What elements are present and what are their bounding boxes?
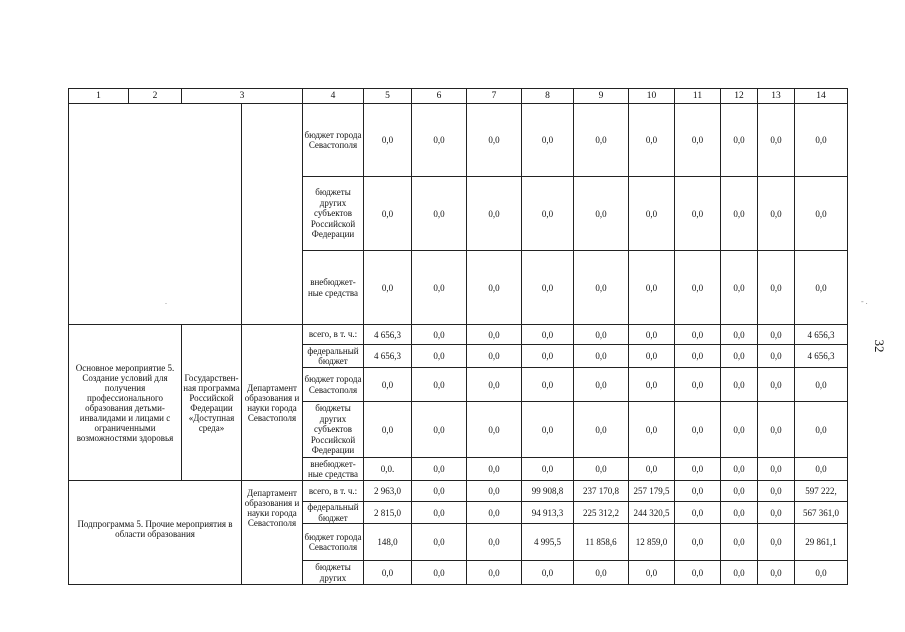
value-cell: 0,0 <box>795 561 848 585</box>
value-cell: 0,0 <box>467 177 522 251</box>
header-cell: 13 <box>758 89 795 104</box>
measure-name-cell: Основное мероприятие 5. Создание условий для получения профессионального образования детьми-инвалидами и лицами с ограниченными возможностями здоровья <box>69 325 182 481</box>
funding-source-cell: внебюджет-ные средства <box>303 458 364 481</box>
value-cell: 0,0 <box>629 345 675 368</box>
value-cell: 0,0 <box>629 325 675 345</box>
value-cell: 0,0 <box>795 458 848 481</box>
value-cell: 0,0 <box>629 561 675 585</box>
value-cell: 0,0 <box>412 345 467 368</box>
scan-speck: . <box>165 297 167 306</box>
header-cell: 7 <box>467 89 522 104</box>
value-cell: 0,0 <box>675 251 721 325</box>
value-cell: 0,0 <box>522 251 574 325</box>
value-cell: 0,0 <box>412 177 467 251</box>
header-cell: 6 <box>412 89 467 104</box>
scan-speck: - . <box>861 297 868 306</box>
value-cell: 0,0 <box>629 104 675 177</box>
value-cell: 2 815,0 <box>364 502 412 524</box>
value-cell: 0,0 <box>721 458 758 481</box>
funding-source-cell: федеральный бюджет <box>303 502 364 524</box>
value-cell: 0,0 <box>522 104 574 177</box>
value-cell: 0,0 <box>758 325 795 345</box>
value-cell: 0,0 <box>758 345 795 368</box>
value-cell: 4 656,3 <box>795 345 848 368</box>
value-cell: 0,0 <box>675 458 721 481</box>
value-cell: 237 170,8 <box>574 481 629 502</box>
budget-table <box>68 88 848 585</box>
value-cell: 0,0 <box>795 251 848 325</box>
value-cell: 0,0 <box>364 104 412 177</box>
value-cell: 0,0 <box>795 177 848 251</box>
page-number: 32 <box>872 339 887 353</box>
value-cell: 0,0 <box>574 345 629 368</box>
value-cell: 0,0 <box>574 177 629 251</box>
value-cell: 0,0 <box>795 368 848 402</box>
value-cell: 4 995,5 <box>522 524 574 561</box>
value-cell: 0,0 <box>795 104 848 177</box>
value-cell: 0,0 <box>721 325 758 345</box>
value-cell: 0,0 <box>574 325 629 345</box>
funding-source-cell: федеральный бюджет <box>303 345 364 368</box>
funding-source-cell: бюджет города Севастополя <box>303 368 364 402</box>
value-cell: 0,0 <box>721 402 758 458</box>
value-cell: 4 656,3 <box>364 325 412 345</box>
header-cell: 1 <box>69 89 129 104</box>
value-cell: 0,0 <box>721 345 758 368</box>
value-cell: 4 656,3 <box>364 345 412 368</box>
value-cell: 0,0 <box>412 502 467 524</box>
value-cell: 0,0 <box>721 561 758 585</box>
value-cell: 99 908,8 <box>522 481 574 502</box>
header-cell: 12 <box>721 89 758 104</box>
value-cell: 0,0 <box>758 524 795 561</box>
header-cell: 8 <box>522 89 574 104</box>
value-cell: 0,0 <box>758 561 795 585</box>
value-cell: 0,0 <box>574 368 629 402</box>
value-cell: 0,0 <box>758 104 795 177</box>
value-cell: 29 861,1 <box>795 524 848 561</box>
header-cell: 10 <box>629 89 675 104</box>
header-cell: 5 <box>364 89 412 104</box>
funding-source-cell: всего, в т. ч.: <box>303 325 364 345</box>
value-cell: 0,0 <box>467 502 522 524</box>
value-cell: 225 312,2 <box>574 502 629 524</box>
prev-executor-cell <box>242 104 303 325</box>
value-cell: 0,0 <box>364 251 412 325</box>
value-cell: 0,0 <box>412 458 467 481</box>
value-cell: 0,0 <box>522 345 574 368</box>
value-cell: 0,0 <box>721 177 758 251</box>
value-cell: 0,0 <box>364 177 412 251</box>
value-cell: 0,0 <box>758 251 795 325</box>
value-cell: 0,0 <box>522 325 574 345</box>
value-cell: 0,0 <box>721 104 758 177</box>
value-cell: 257 179,5 <box>629 481 675 502</box>
header-cell: 2 <box>129 89 182 104</box>
header-row <box>69 89 848 104</box>
value-cell: 0,0 <box>467 402 522 458</box>
value-cell: 0,0 <box>467 524 522 561</box>
value-cell: 0,0 <box>574 561 629 585</box>
value-cell: 0,0 <box>364 561 412 585</box>
document-table-container <box>68 88 848 585</box>
value-cell: 0,0 <box>629 177 675 251</box>
value-cell: 0,0 <box>467 368 522 402</box>
value-cell: 0,0 <box>467 345 522 368</box>
value-cell: 0,0 <box>629 458 675 481</box>
funding-source-cell: бюджеты других субъектов Российской Федерации <box>303 177 364 251</box>
value-cell: 0,0 <box>758 368 795 402</box>
value-cell: 0,0 <box>758 177 795 251</box>
value-cell: 94 913,3 <box>522 502 574 524</box>
value-cell: 0,0 <box>675 481 721 502</box>
value-cell: 0,0. <box>364 458 412 481</box>
value-cell: 0,0 <box>758 481 795 502</box>
funding-source-cell: всего, в т. ч.: <box>303 481 364 502</box>
value-cell: 0,0 <box>467 325 522 345</box>
value-cell: 0,0 <box>522 458 574 481</box>
value-cell: 0,0 <box>675 345 721 368</box>
value-cell: 0,0 <box>675 524 721 561</box>
value-cell: 0,0 <box>522 368 574 402</box>
funding-source-cell: бюджеты других <box>303 561 364 585</box>
value-cell: 0,0 <box>412 481 467 502</box>
value-cell: 0,0 <box>675 177 721 251</box>
value-cell: 567 361,0 <box>795 502 848 524</box>
funding-source-cell: внебюджет-ные средства <box>303 251 364 325</box>
measure-program-cell: Государствен-ная программа Российской Федерации «Доступная среда» <box>182 325 242 481</box>
value-cell: 0,0 <box>412 402 467 458</box>
value-cell: 0,0 <box>721 524 758 561</box>
value-cell: 0,0 <box>467 458 522 481</box>
value-cell: 0,0 <box>758 458 795 481</box>
measure-executor-cell: Департамент образования и науки города Севастополя <box>242 325 303 481</box>
value-cell: 0,0 <box>522 561 574 585</box>
value-cell: 0,0 <box>467 481 522 502</box>
value-cell: 0,0 <box>629 368 675 402</box>
funding-source-cell: бюджет города Севастополя <box>303 104 364 177</box>
value-cell: 0,0 <box>721 481 758 502</box>
value-cell: 0,0 <box>412 104 467 177</box>
value-cell: 244 320,5 <box>629 502 675 524</box>
table-row <box>69 104 848 177</box>
table-row <box>69 481 848 502</box>
value-cell: 0,0 <box>522 402 574 458</box>
value-cell: 0,0 <box>574 251 629 325</box>
value-cell: 0,0 <box>467 251 522 325</box>
header-cell: 11 <box>675 89 721 104</box>
value-cell: 0,0 <box>412 251 467 325</box>
value-cell: 4 656,3 <box>795 325 848 345</box>
subprogram-name-cell: Подпрограмма 5. Прочие мероприятия в области образования <box>69 481 242 585</box>
subprogram-executor-cell: Департамент образования и науки города Севастополя <box>242 481 303 585</box>
value-cell: 0,0 <box>522 177 574 251</box>
value-cell: 0,0 <box>412 524 467 561</box>
value-cell: 0,0 <box>675 325 721 345</box>
value-cell: 0,0 <box>364 368 412 402</box>
value-cell: 0,0 <box>574 458 629 481</box>
value-cell: 0,0 <box>675 502 721 524</box>
value-cell: 0,0 <box>412 325 467 345</box>
value-cell: 0,0 <box>675 561 721 585</box>
value-cell: 148,0 <box>364 524 412 561</box>
value-cell: 0,0 <box>721 368 758 402</box>
value-cell: 0,0 <box>574 402 629 458</box>
value-cell: 11 858,6 <box>574 524 629 561</box>
value-cell: 0,0 <box>412 561 467 585</box>
value-cell: 0,0 <box>721 251 758 325</box>
value-cell: 0,0 <box>467 561 522 585</box>
funding-source-cell: бюджет города Севастополя <box>303 524 364 561</box>
prev-measure-name-cell <box>69 104 242 325</box>
header-cell: 4 <box>303 89 364 104</box>
value-cell: 0,0 <box>758 402 795 458</box>
value-cell: 0,0 <box>675 368 721 402</box>
value-cell: 0,0 <box>675 104 721 177</box>
value-cell: 0,0 <box>675 402 721 458</box>
value-cell: 0,0 <box>721 502 758 524</box>
value-cell: 0,0 <box>629 402 675 458</box>
header-cell: 14 <box>795 89 848 104</box>
value-cell: 0,0 <box>574 104 629 177</box>
header-cell: 3 <box>182 89 303 104</box>
value-cell: 0,0 <box>412 368 467 402</box>
funding-source-cell: бюджеты других субъектов Российской Федерации <box>303 402 364 458</box>
value-cell: 12 859,0 <box>629 524 675 561</box>
value-cell: 0,0 <box>364 402 412 458</box>
value-cell: 597 222, <box>795 481 848 502</box>
value-cell: 0,0 <box>467 104 522 177</box>
header-cell: 9 <box>574 89 629 104</box>
value-cell: 0,0 <box>629 251 675 325</box>
table-row <box>69 325 848 345</box>
value-cell: 0,0 <box>795 402 848 458</box>
value-cell: 2 963,0 <box>364 481 412 502</box>
value-cell: 0,0 <box>758 502 795 524</box>
